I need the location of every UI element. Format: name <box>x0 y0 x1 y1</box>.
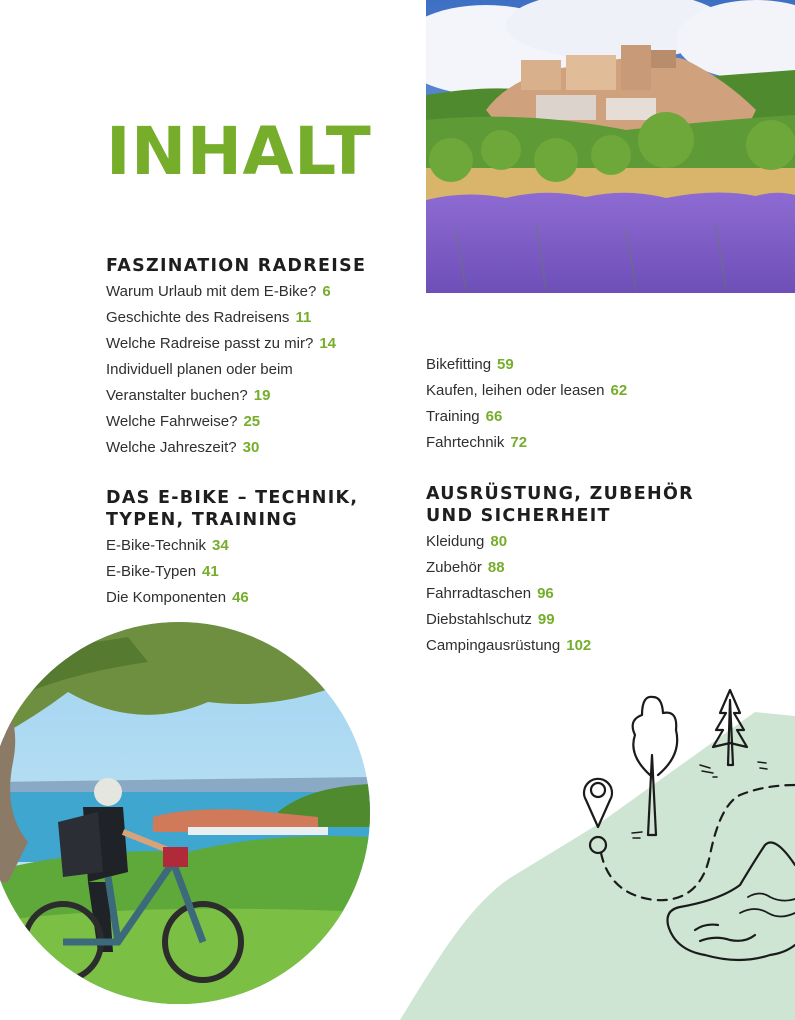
toc-entry-label: Bikefitting <box>426 356 492 373</box>
toc-entry[interactable] <box>426 430 627 456</box>
toc-entry[interactable] <box>426 352 627 378</box>
toc-entry[interactable] <box>106 585 358 611</box>
toc-entry[interactable] <box>426 581 694 607</box>
toc-entry[interactable] <box>426 378 627 404</box>
toc-entry-label: Kleidung <box>426 533 485 550</box>
toc-page-number: 59 <box>497 356 514 373</box>
toc-entry-label: E-Bike-Technik <box>106 537 207 554</box>
toc-page-number: 99 <box>537 611 555 628</box>
route-start-icon <box>590 837 606 853</box>
toc-entry[interactable] <box>426 607 694 633</box>
deciduous-tree-icon <box>633 697 678 835</box>
toc-entry-label: Welche Fahrweise? <box>106 413 238 430</box>
section-heading-line: TYPEN, TRAINING <box>106 510 298 530</box>
toc-page-number: 96 <box>537 585 554 602</box>
toc-page-number: 14 <box>319 335 336 352</box>
toc-section-ausruestung <box>426 483 694 659</box>
page-title: INHALT <box>106 113 372 190</box>
toc-page-number: 72 <box>510 434 528 451</box>
toc-page-number: 102 <box>566 637 592 654</box>
toc-page-number: 34 <box>212 537 229 554</box>
toc-entry-label: Training <box>426 408 480 425</box>
toc-page-number: 11 <box>295 309 312 326</box>
toc-entry-label: Diebstahlschutz <box>426 611 532 628</box>
dashed-route <box>601 785 795 900</box>
toc-entry-label: Warum Urlaub mit dem E-Bike? <box>106 283 317 300</box>
section-heading <box>426 483 694 527</box>
toc-page-number: 30 <box>242 439 260 456</box>
toc-entry[interactable] <box>106 357 366 383</box>
toc-entry-label: Fahrradtaschen <box>426 585 532 602</box>
toc-entry[interactable] <box>106 383 366 409</box>
photo-cyclist-coast <box>0 622 370 1004</box>
pine-tree-icon <box>713 690 747 765</box>
toc-entry[interactable] <box>426 633 694 659</box>
section-heading-line: UND SICHERHEIT <box>426 506 611 526</box>
toc-entry[interactable] <box>426 555 694 581</box>
toc-entry[interactable] <box>106 533 358 559</box>
lake-icon <box>668 843 795 961</box>
toc-entry[interactable] <box>106 559 358 585</box>
toc-entry-label: E-Bike-Typen <box>106 563 197 580</box>
toc-entry[interactable] <box>106 305 366 331</box>
toc-entry[interactable] <box>426 404 627 430</box>
toc-entry-label: Welche Jahreszeit? <box>106 439 237 456</box>
toc-page-number: 66 <box>485 408 503 425</box>
toc-entry-label: Campingausrüstung <box>426 637 561 654</box>
route-illustration <box>570 685 795 985</box>
toc-section-das-e-bike-continued <box>426 352 627 456</box>
toc-entry-label: Die Komponenten <box>106 589 227 606</box>
toc-page-number: 80 <box>490 533 508 550</box>
map-pin-icon <box>584 779 612 827</box>
toc-page-number: 19 <box>253 387 271 404</box>
toc-entry-label: Fahrtechnik <box>426 434 505 451</box>
toc-entry[interactable] <box>106 279 366 305</box>
section-heading: FASZINATION RADREISE <box>106 256 367 276</box>
toc-page-number: 88 <box>487 559 505 576</box>
toc-section-das-e-bike <box>106 487 358 611</box>
photo-provence-lavender <box>426 0 795 293</box>
toc-page-number: 46 <box>232 589 249 606</box>
toc-entry-label: Individuell planen oder beim <box>106 361 293 378</box>
toc-page-number: 41 <box>202 563 219 580</box>
toc-page-number: 25 <box>243 413 261 430</box>
toc-entry-label: Geschichte des Radreisens <box>106 309 290 326</box>
toc-entry[interactable] <box>106 435 366 461</box>
toc-entry-label: Zubehör <box>426 559 482 576</box>
toc-section-faszination-radreise <box>106 255 366 461</box>
toc-entry-label: Kaufen, leihen oder leasen <box>426 382 605 399</box>
section-heading-line: AUSRÜSTUNG, ZUBEHÖR <box>426 484 694 504</box>
section-heading-line: DAS E-BIKE – TECHNIK, <box>106 488 359 508</box>
toc-page-number: 6 <box>322 283 331 300</box>
toc-entry-label: Welche Radreise passt zu mir? <box>106 335 314 352</box>
toc-page-number: 62 <box>610 382 628 399</box>
toc-entry[interactable] <box>106 409 366 435</box>
toc-entry[interactable] <box>106 331 366 357</box>
toc-entry-label: Veranstalter buchen? <box>106 387 248 404</box>
section-heading <box>106 487 358 531</box>
toc-entry[interactable] <box>426 529 694 555</box>
